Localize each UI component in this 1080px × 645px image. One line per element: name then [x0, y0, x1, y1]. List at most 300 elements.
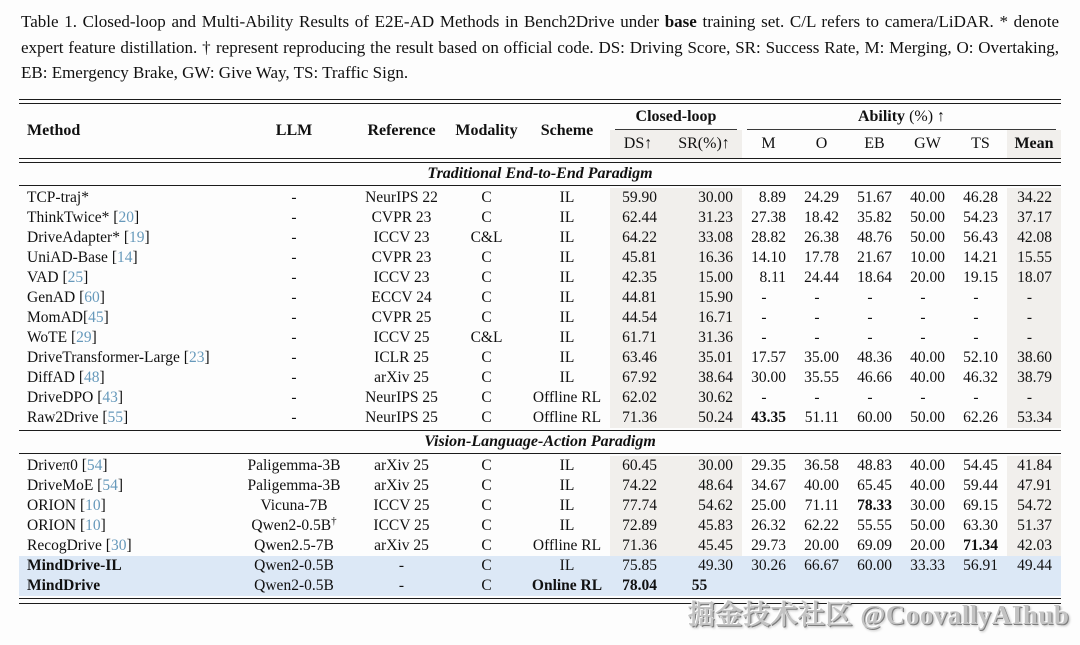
cell-ds: 62.02 [610, 388, 666, 408]
cell-mean: 42.08 [1007, 228, 1061, 248]
table-row [19, 188, 1061, 208]
cell-eb: 78.33 [857, 497, 892, 515]
cell-sr: 50.24 [666, 408, 742, 428]
cell-m: 34.67 [751, 477, 786, 495]
table-row [19, 516, 1061, 536]
cell-reference: arXiv 25 [374, 369, 429, 387]
cell-llm: - [291, 189, 297, 207]
cell-m: - [761, 389, 767, 407]
cell-gw: 10.00 [910, 249, 945, 267]
cell-reference: arXiv 25 [374, 457, 429, 475]
cell-method [19, 556, 234, 576]
cell-ds: 67.92 [610, 368, 666, 388]
table-row [19, 208, 1061, 228]
cell-scheme: Offline RL [532, 537, 602, 555]
citation-bracket: ] [100, 517, 106, 535]
cell-sr: 49.30 [666, 556, 742, 576]
cell-method [19, 328, 234, 348]
cell-modality: C&L [470, 229, 503, 247]
col-header-gw: GW [914, 134, 941, 152]
cell-eb: - [867, 289, 873, 307]
method-name: DriveTransformer-Large [27, 349, 180, 367]
citation-link[interactable]: 23 [188, 349, 205, 367]
citation-link[interactable]: 55 [107, 409, 123, 427]
table-row [19, 408, 1061, 428]
caption-text-2: training set. C/L refers to camera/LiDAR. * denote expert feature distillation. † represent reproducing the result based on official code. DS: Driving Score, SR: Success Rate, M: Merging, O: Overtaking, EB: Emergency Brake, GW: Give Way, TS: Traffic Sign. [21, 12, 1059, 82]
cell-eb: 46.66 [857, 369, 892, 387]
cell-sr: 31.36 [666, 328, 742, 348]
citation-link[interactable]: 30 [110, 537, 127, 555]
cell-o: 18.42 [804, 209, 839, 227]
cell-eb: 35.82 [857, 209, 892, 227]
citation-bracket: ] [91, 329, 97, 347]
cell-mean: 38.60 [1007, 348, 1061, 368]
cell-llm: - [291, 289, 297, 307]
table-row [19, 288, 1061, 308]
cell-gw: 40.00 [910, 349, 945, 367]
cell-m: - [761, 329, 767, 347]
cell-mean: 38.79 [1007, 368, 1061, 388]
cell-eb: - [867, 309, 873, 327]
cell-scheme: IL [559, 229, 575, 247]
ability-label: Ability [857, 107, 906, 125]
method-name: TCP-traj* [27, 189, 89, 207]
cell-sr: 38.64 [666, 368, 742, 388]
cell-eb: 60.00 [848, 556, 901, 576]
cell-modality: C [481, 349, 492, 367]
cell-llm: Qwen2-0.5B [234, 576, 354, 596]
citation-link[interactable]: 10 [85, 517, 101, 535]
cell-modality: C [481, 497, 492, 515]
cell-mean: - [1007, 388, 1061, 408]
citation-link[interactable]: 45 [88, 309, 104, 327]
cell-scheme: Online RL [524, 576, 610, 596]
cell-ds: 72.89 [610, 516, 666, 536]
cell-ts: 62.26 [963, 409, 998, 427]
table-row [19, 536, 1061, 556]
cell-scheme: IL [559, 249, 575, 267]
cell-o: 66.67 [795, 556, 848, 576]
cell-gw: 20.00 [910, 537, 945, 555]
cell-modality: C [481, 309, 492, 327]
citation-bracket: ] [117, 389, 124, 407]
cell-method [19, 208, 234, 228]
cell-ds: 74.22 [610, 476, 666, 496]
cell-method [19, 228, 234, 248]
cell-ds: 44.54 [610, 308, 666, 328]
col-header-ts: TS [971, 134, 990, 152]
cell-ts: 19.15 [963, 269, 998, 287]
cell-method [19, 348, 234, 368]
cell-ds: 71.36 [610, 408, 666, 428]
cell-sr: 16.36 [666, 248, 742, 268]
cell-ds: 60.45 [610, 456, 666, 476]
method-name: DriveAdapter* [27, 229, 120, 247]
cell-mean: 15.55 [1007, 248, 1061, 268]
cell-modality: C [481, 249, 492, 267]
citation-link[interactable]: 54 [102, 477, 118, 495]
method-name: Raw2Drive [27, 409, 99, 427]
section-rows-traditional [19, 186, 1061, 430]
cell-reference: NeurIPS 25 [365, 389, 438, 407]
table-row [19, 476, 1061, 496]
citation-link[interactable]: 14 [116, 249, 133, 267]
method-name: ORION [27, 517, 77, 535]
cell-modality: C [481, 457, 492, 475]
cell-method [19, 456, 234, 476]
citation-bracket: ] [117, 477, 124, 495]
cell-ds: 62.44 [610, 208, 666, 228]
cell-m: 43.35 [751, 409, 786, 427]
citation-link[interactable]: 43 [102, 389, 118, 407]
cell-m: 30.26 [742, 556, 795, 576]
cell-mean: 37.17 [1007, 208, 1061, 228]
cell-llm: - [291, 309, 297, 327]
table-row [19, 248, 1061, 268]
cell-gw: 50.00 [910, 229, 945, 247]
cell-gw: - [920, 309, 926, 327]
cell-eb: 48.76 [857, 229, 892, 247]
cell-o: 51.11 [804, 409, 839, 427]
cell-method [19, 476, 234, 496]
cell-modality: C [481, 517, 492, 535]
table-row [19, 268, 1061, 288]
cell-sr: 48.64 [666, 476, 742, 496]
method-name: GenAD [27, 289, 76, 307]
cell-o: 35.00 [804, 349, 839, 367]
cell-llm: Qwen2.5-7B [254, 537, 334, 555]
cell-method [19, 536, 234, 556]
table-row [19, 496, 1061, 516]
cell-sr: 54.62 [666, 496, 742, 516]
table-row [19, 456, 1061, 476]
cell-modality: C [449, 576, 524, 596]
method-name: ORION [27, 497, 77, 515]
col-header-llm: LLM [275, 121, 313, 139]
cell-mean: 51.37 [1007, 516, 1061, 536]
cell-sr: 45.83 [666, 516, 742, 536]
cell-m: 8.89 [758, 189, 786, 207]
cell-m: 30.00 [751, 369, 786, 387]
cell-sr: 15.90 [666, 288, 742, 308]
cell-scheme: IL [559, 329, 575, 347]
cell-scheme: IL [559, 457, 575, 475]
cell-ds: 61.71 [610, 328, 666, 348]
cell-reference: CVPR 23 [371, 209, 432, 227]
cell-method [19, 308, 234, 328]
cell-ds: 63.46 [610, 348, 666, 368]
cell-mean: 41.84 [1007, 456, 1061, 476]
ability-suffix: (%) ↑ [905, 107, 946, 125]
method-name: MomAD [27, 309, 83, 327]
cell-sr: 16.71 [666, 308, 742, 328]
cell-eb: 48.36 [857, 349, 892, 367]
citation-bracket: [ [58, 269, 68, 287]
section-title-traditional: Traditional End-to-End Paradigm [427, 165, 653, 183]
cell-ts: 69.15 [963, 497, 998, 515]
citation-bracket: ] [133, 209, 140, 227]
method-name: DriveDPO [27, 389, 94, 407]
cell-eb: - [867, 329, 873, 347]
citation-bracket: ] [103, 309, 109, 327]
col-header-ds: DS↑ [610, 130, 666, 158]
cell-sr: 33.08 [666, 228, 742, 248]
cell-ts: 63.30 [963, 517, 998, 535]
cell-o: 24.29 [804, 189, 839, 207]
cell-mean: - [1007, 288, 1061, 308]
cell-o: - [814, 389, 820, 407]
citation-bracket: ] [99, 289, 105, 307]
cell-o: - [814, 329, 820, 347]
col-header-o: O [815, 134, 828, 152]
cell-modality: C [449, 556, 524, 576]
cell-eb: 51.67 [857, 189, 892, 207]
citation-bracket: [ [179, 349, 189, 367]
table-row [19, 368, 1061, 388]
cell-llm: - [291, 209, 297, 227]
cell-ds: 78.04 [610, 576, 666, 596]
cell-sr: 15.00 [666, 268, 742, 288]
cell-ds: 42.35 [610, 268, 666, 288]
citation-link[interactable]: 20 [118, 209, 134, 227]
citation-bracket: [ [76, 517, 86, 535]
cell-reference: arXiv 25 [374, 477, 429, 495]
citation-bracket: ] [204, 349, 210, 367]
cell-modality: C [481, 537, 492, 555]
cell-mean: - [1007, 328, 1061, 348]
closed-loop-group-title: Closed-loop [615, 104, 737, 130]
cell-ds: 64.22 [610, 228, 666, 248]
cell-gw: 50.00 [910, 409, 945, 427]
citation-bracket: ] [132, 249, 138, 267]
cell-ds: 44.81 [610, 288, 666, 308]
cell-scheme: IL [559, 369, 575, 387]
cell-mean: - [1007, 308, 1061, 328]
cell-o: 35.55 [804, 369, 839, 387]
citation-bracket: [ [74, 369, 84, 387]
cell-mean: 42.03 [1007, 536, 1061, 556]
cell-method [19, 368, 234, 388]
cell-reference: NeurIPS 22 [365, 189, 438, 207]
cell-scheme: IL [559, 289, 575, 307]
cell-llm: - [291, 409, 297, 427]
cell-method [19, 288, 234, 308]
cell-reference: - [354, 556, 449, 576]
citation-link[interactable]: 10 [85, 497, 101, 515]
cell-ts: 54.45 [963, 457, 998, 475]
cell-mean: 18.07 [1007, 268, 1061, 288]
col-header-m: M [761, 134, 776, 152]
citation-link[interactable]: 25 [67, 269, 84, 287]
col-header-method: Method [27, 121, 81, 139]
cell-ts: - [973, 289, 979, 307]
cell-modality: C [481, 289, 492, 307]
citation-link[interactable]: 29 [76, 329, 92, 347]
cell-o: 36.58 [804, 457, 839, 475]
col-header-sr: SR(%)↑ [666, 130, 742, 158]
citation-bracket: [ [75, 289, 85, 307]
cell-scheme: IL [559, 349, 575, 367]
cell-llm: - [291, 329, 297, 347]
cell-reference: ECCV 24 [371, 289, 432, 307]
cell-llm: Qwen2-0.5B [234, 556, 354, 576]
cell-scheme: IL [559, 269, 575, 287]
cell-modality: C [481, 189, 492, 207]
cell-llm: - [291, 349, 297, 367]
cell-llm: - [291, 249, 297, 267]
cell-m: 29.73 [751, 537, 786, 555]
citation-link[interactable]: 54 [86, 457, 103, 475]
cell-sr: 35.01 [666, 348, 742, 368]
cell-o: 24.44 [804, 269, 839, 287]
method-name: MindDrive-IL [27, 557, 122, 575]
citation-bracket: ] [126, 537, 132, 555]
cell-gw: 40.00 [910, 457, 945, 475]
table-caption [0, 0, 1080, 86]
cell-eb: 69.09 [857, 537, 892, 555]
citation-bracket: [ [107, 249, 117, 267]
cell-m: 27.38 [751, 209, 786, 227]
cell-gw: 50.00 [910, 517, 945, 535]
cell-reference: ICCV 25 [373, 329, 430, 347]
cell-gw: - [920, 389, 926, 407]
cell-o: - [814, 289, 820, 307]
method-name: ThinkTwice* [27, 209, 110, 227]
citation-bracket: [ [82, 309, 89, 327]
cell-o: 62.22 [804, 517, 839, 535]
cell-ts: - [973, 389, 979, 407]
cell-scheme: IL [559, 477, 575, 495]
cell-ts: 46.32 [963, 369, 998, 387]
cell-gw: 20.00 [910, 269, 945, 287]
method-name: RecogDrive [27, 537, 102, 555]
cell-gw: 30.00 [910, 497, 945, 515]
table-row [19, 388, 1061, 408]
section-title-vla: Vision-Language-Action Paradigm [424, 433, 656, 451]
cell-scheme: IL [559, 189, 575, 207]
cell-modality: C [481, 369, 492, 387]
method-name: DriveMoE [27, 477, 94, 495]
col-header-reference: Reference [367, 121, 436, 139]
cell-gw: - [920, 289, 926, 307]
cell-gw: 50.00 [910, 209, 945, 227]
cell-modality: C&L [470, 329, 503, 347]
cell-llm: - [291, 269, 297, 287]
citation-bracket: [ [77, 457, 87, 475]
cell-reference: CVPR 25 [371, 309, 432, 327]
citation-bracket: ] [83, 269, 89, 287]
cell-mean: 47.91 [1007, 476, 1061, 496]
col-group-ability [742, 104, 1061, 158]
cell-reference: ICCV 23 [373, 269, 430, 287]
cell-eb: 48.83 [857, 457, 892, 475]
cell-reference: ICLR 25 [374, 349, 429, 367]
cell-sr: 30.00 [666, 456, 742, 476]
cell-o: 40.00 [804, 477, 839, 495]
section-rows-vla [19, 454, 1061, 598]
cell-modality: C [481, 389, 492, 407]
cell-reference: NeurIPS 25 [365, 409, 438, 427]
cell-ds: 77.74 [610, 496, 666, 516]
cell-llm: Paligemma-3B [247, 457, 341, 475]
col-header-modality: Modality [455, 121, 518, 139]
cell-ts: 71.34 [963, 537, 998, 555]
cell-reference: - [354, 576, 449, 596]
cell-m: - [761, 289, 767, 307]
method-name: DiffAD [27, 369, 75, 387]
cell-method [19, 268, 234, 288]
cell-scheme: IL [524, 556, 610, 576]
cell-llm: Qwen2-0.5B† [251, 515, 337, 535]
cell-modality: C [481, 477, 492, 495]
cell-m: 25.00 [751, 497, 786, 515]
cell-method [19, 576, 234, 596]
citation-link[interactable]: 48 [83, 369, 100, 387]
table-row [19, 228, 1061, 248]
cell-ts: 52.10 [963, 349, 998, 367]
cell-ts: - [973, 329, 979, 347]
cell-ts: 56.43 [963, 229, 998, 247]
table-header [19, 104, 1061, 158]
citation-bracket: ] [99, 369, 105, 387]
cell-mean: 53.34 [1007, 408, 1061, 428]
citation-bracket: ] [144, 229, 150, 247]
table-row [19, 556, 1061, 576]
cell-m: 26.32 [751, 517, 786, 535]
cell-ts: 14.21 [963, 249, 998, 267]
cell-method [19, 248, 234, 268]
cell-ts: 46.28 [963, 189, 998, 207]
cell-ds: 59.90 [610, 188, 666, 208]
cell-llm: Paligemma-3B [247, 477, 341, 495]
cell-scheme: IL [559, 309, 575, 327]
cell-eb: - [867, 389, 873, 407]
cell-o: 17.78 [804, 249, 839, 267]
cell-eb: 21.67 [857, 249, 892, 267]
cell-ds: 75.85 [610, 556, 666, 576]
cell-m: 14.10 [751, 249, 786, 267]
cell-o: 26.38 [804, 229, 839, 247]
citation-link[interactable]: 60 [84, 289, 100, 307]
col-header-mean: Mean [1007, 130, 1061, 158]
cell-reference: ICCV 23 [373, 229, 430, 247]
cell-mean: 54.72 [1007, 496, 1061, 516]
cell-mean: 49.44 [1007, 556, 1061, 576]
cell-m: - [761, 309, 767, 327]
col-header-scheme: Scheme [540, 121, 594, 139]
cell-ds: 71.36 [610, 536, 666, 556]
caption-bold-base: base [664, 12, 697, 31]
cell-scheme: IL [559, 517, 575, 535]
cell-sr: 31.23 [666, 208, 742, 228]
citation-bracket: [ [76, 497, 86, 515]
results-table [19, 99, 1061, 604]
citation-link[interactable]: 19 [129, 229, 145, 247]
table-row [19, 308, 1061, 328]
cell-llm: - [291, 369, 297, 387]
cell-ds: 45.81 [610, 248, 666, 268]
citation-bracket: [ [101, 537, 111, 555]
cell-sr: 30.62 [666, 388, 742, 408]
cell-llm: Vicuna-7B [260, 497, 328, 515]
table-row [19, 348, 1061, 368]
citation-bracket: [ [119, 229, 130, 247]
method-name: VAD [27, 269, 59, 287]
cell-scheme: IL [559, 497, 575, 515]
method-name: WoTE [27, 329, 68, 347]
col-header-eb: EB [864, 134, 885, 152]
cell-gw: - [920, 329, 926, 347]
